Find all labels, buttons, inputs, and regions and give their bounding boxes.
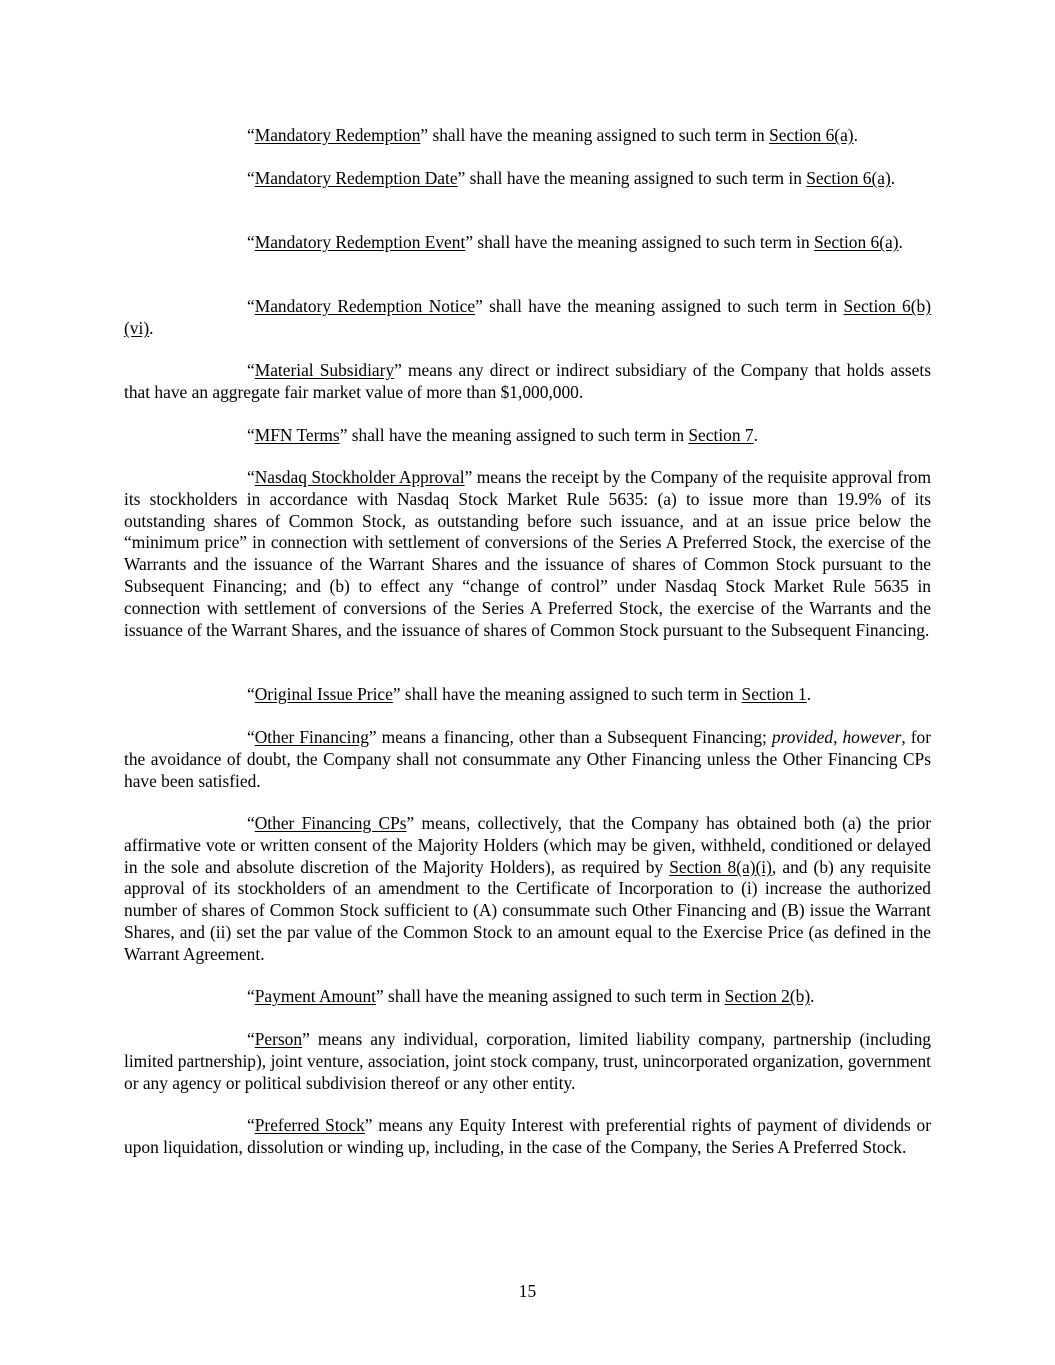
defined-term: Original Issue Price (254, 684, 393, 704)
defined-term: Other Financing (254, 727, 369, 747)
defined-term: Other Financing CPs (254, 813, 407, 833)
definition-nasdaq-stockholder-approval: “Nasdaq Stockholder Approval” means the receipt by the Company of the requisite approval from its stockholders in accordance with Nasdaq Stock Market Rule 5635: (a) to issue more than 19.9% of its outstanding shares of Common Stock, as outstanding before such issuance, and at an issue price below the “minimum price” in connection with settlement of conversions of the Series A Preferred Stock, the exercise of the Warrants and the issuance of the Warrant Shares and the issuance of shares of Common Stock pursuant to the Subsequent Financing; and (b) to effect any “change of control” under Nasdaq Stock Market Rule 5635 in connection with settlement of conversions of the Series A Preferred Stock, the exercise of the Warrants and the issuance of the Warrant Shares, and the issuance of shares of Common Stock pursuant to the Subsequent Financing. (124, 467, 931, 640)
definition-preferred-stock: “Preferred Stock” means any Equity Interest with preferential rights of payment of dividends or upon liquidation, dissolution or winding up, including, in the case of the Company, the Series A Preferred Stock. (124, 1115, 931, 1157)
defined-term: Payment Amount (254, 986, 376, 1006)
section-reference: Section 2(b) (724, 986, 811, 1006)
defined-term: Nasdaq Stockholder Approval (254, 467, 465, 487)
definition-mfn-terms: “MFN Terms” shall have the meaning assigned to such term in Section 7. (247, 425, 758, 445)
section-reference: Section 6(a) (814, 232, 899, 252)
definition-original-issue-price: “Original Issue Price” shall have the meaning assigned to such term in Section 1. (247, 684, 812, 704)
defined-term: Material Subsidiary (254, 360, 395, 380)
section-reference: Section 6(b)(vi) (124, 296, 932, 338)
definition-other-financing-cps: “Other Financing CPs” means, collectively, that the Company has obtained both (a) the prior affirmative vote or written consent of the Majority Holders (which may be given, withheld, conditioned or delayed in the sole and absolute discretion of the Majority Holders), as required by Section 8(a)(i), and (b) any requisite approval of its stockholders of an amendment to the Certificate of Incorporation to (i) increase the authorized number of shares of Common Stock sufficient to (A) consummate such Other Financing and (B) issue the Warrant Shares, and (ii) set the par value of the Common Stock to an amount equal to the Exercise Price (as defined in the Warrant Agreement. (124, 813, 931, 964)
section-reference: Section 6(a) (769, 125, 854, 145)
defined-term: Mandatory Redemption Notice (254, 296, 476, 316)
section-reference: Section 7 (688, 425, 754, 445)
defined-term: Preferred Stock (254, 1115, 365, 1135)
section-reference: Section 8(a)(i) (669, 856, 772, 877)
definition-person: “Person” means any individual, corporation, limited liability company, partnership (including limited partnership), joint venture, association, joint stock company, trust, unincorporated organization, government or any agency or political subdivision thereof or any other entity. (124, 1029, 931, 1093)
definition-material-subsidiary: “Material Subsidiary” means any direct or indirect subsidiary of the Company that holds assets that have an aggregate fair market value of more than $1,000,000. (124, 360, 931, 402)
page-number: 15 (518, 1281, 537, 1301)
defined-term: Mandatory Redemption Date (254, 168, 458, 188)
defined-term: MFN Terms (254, 425, 340, 445)
definition-mandatory-redemption-date: “Mandatory Redemption Date” shall have the meaning assigned to such term in Section 6(a). (247, 168, 896, 188)
section-reference: Section 1 (741, 684, 807, 704)
definition-payment-amount: “Payment Amount” shall have the meaning assigned to such term in Section 2(b). (247, 986, 815, 1006)
defined-term: Mandatory Redemption (254, 125, 421, 145)
definition-mandatory-redemption-notice: “Mandatory Redemption Notice” shall have the meaning assigned to such term in Section 6(b)(vi). (124, 296, 932, 338)
defined-term: Mandatory Redemption Event (254, 232, 466, 252)
definition-mandatory-redemption-event: “Mandatory Redemption Event” shall have the meaning assigned to such term in Section 6(a). (247, 232, 903, 252)
definition-mandatory-redemption: “Mandatory Redemption” shall have the meaning assigned to such term in Section 6(a). (247, 125, 858, 145)
section-reference: Section 6(a) (806, 168, 891, 188)
definition-other-financing: “Other Financing” means a financing, other than a Subsequent Financing; provided, however, for the avoidance of doubt, the Company shall not consummate any Other Financing unless the Other Financing CPs have been satisfied. (124, 727, 931, 791)
defined-term: Person (254, 1029, 303, 1049)
